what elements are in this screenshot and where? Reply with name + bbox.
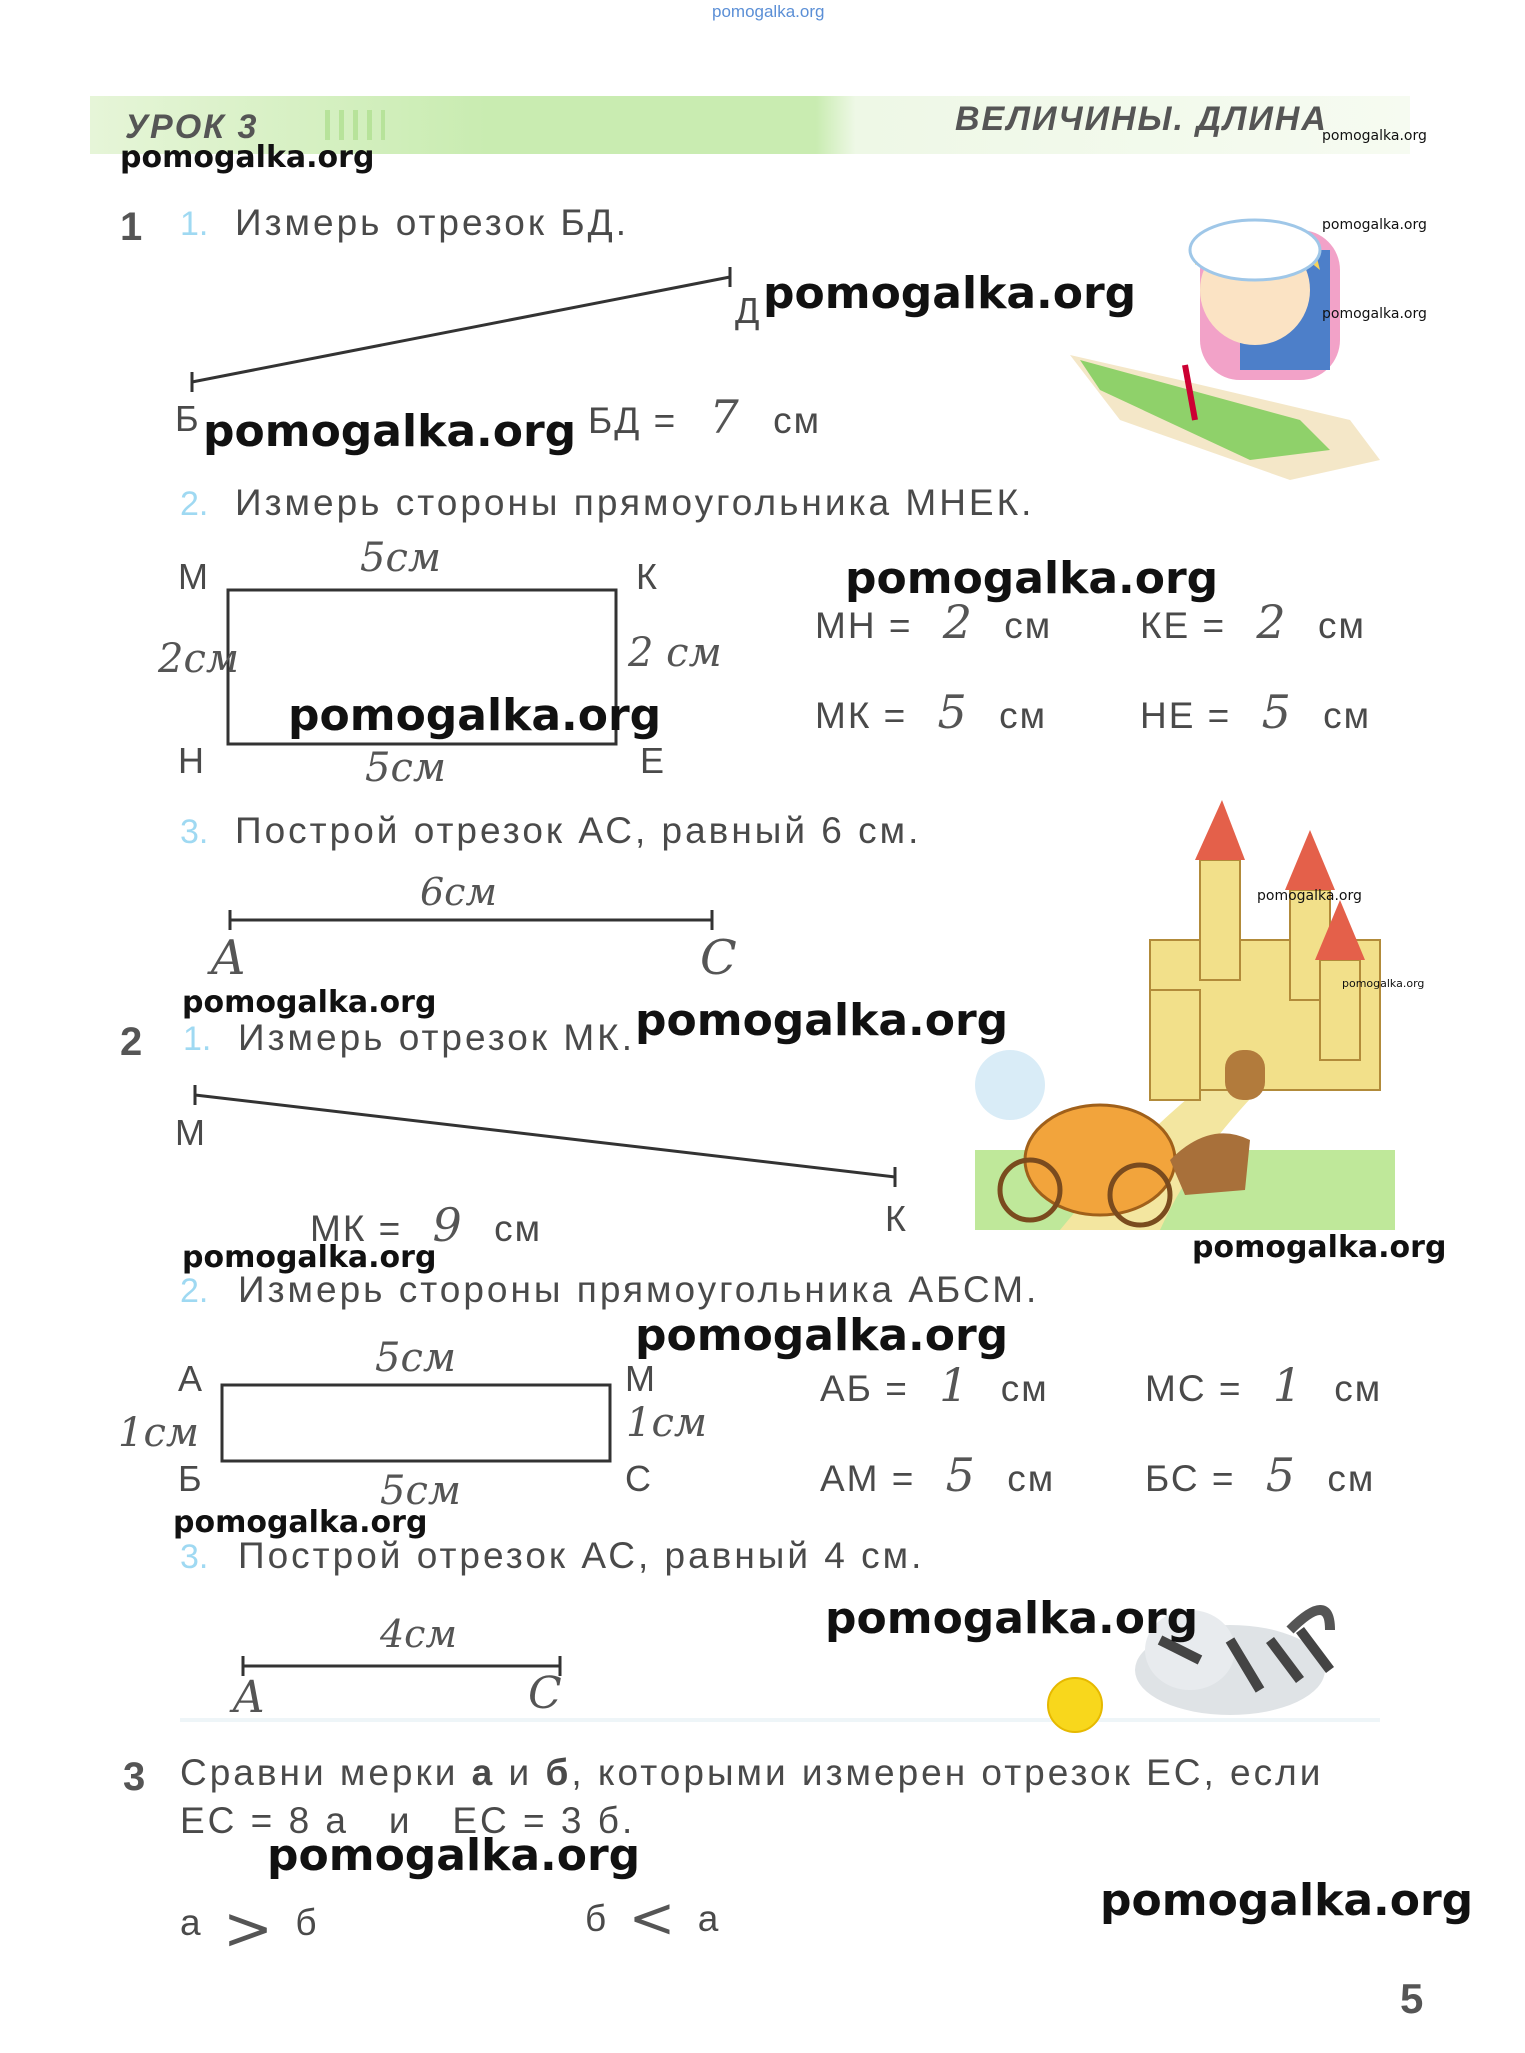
measure-b: б <box>545 1752 572 1793</box>
bd-answer <box>588 390 821 444</box>
ab-answer <box>820 1358 1049 1412</box>
ke-unit: см <box>1317 605 1366 646</box>
mn-value: 2 <box>942 595 974 649</box>
mn-label: МН = <box>815 605 913 646</box>
mk-label: МК = <box>815 695 908 736</box>
ke-label: КЕ = <box>1140 605 1227 646</box>
hand-bottom-5cm: 5см <box>365 745 447 791</box>
hand-4cm: 4см <box>380 1612 457 1656</box>
task1-number: 1 <box>120 205 143 249</box>
mk-answer <box>815 685 1047 739</box>
watermark: pomogalka.org <box>1100 1875 1474 1926</box>
watermark: pomogalka.org <box>288 690 662 741</box>
mn-unit: см <box>1004 605 1053 646</box>
hand-6cm: 6см <box>420 870 497 914</box>
mk2-label: МК = <box>310 1208 403 1249</box>
ab-unit: см <box>1000 1368 1049 1409</box>
task3-line1-pre: Сравни мерки <box>180 1752 459 1793</box>
task2-p2-num: 2. <box>180 1272 209 1310</box>
measure-a: а <box>471 1752 496 1793</box>
segment-mk <box>195 1095 895 1177</box>
watermark: pomogalka.org <box>173 1505 428 1540</box>
vertex-n: Н <box>178 740 204 781</box>
am-label: АМ = <box>820 1458 916 1499</box>
task1-p1-num: 1. <box>180 205 209 243</box>
ne-label: НЕ = <box>1140 695 1232 736</box>
task3-line2: ЕС = 8 а и ЕС = 3 б. <box>180 1800 636 1841</box>
task2-p3-text: Построй отрезок АС, равный 4 см. <box>238 1535 925 1576</box>
point-b: Б <box>175 398 199 439</box>
ms-value: 1 <box>1272 1358 1304 1412</box>
task1-p3-text: Построй отрезок АС, равный 6 см. <box>235 810 922 851</box>
mk2-value: 9 <box>432 1198 464 1252</box>
watermark: pomogalka.org <box>120 140 375 175</box>
vertex-s: С <box>625 1458 651 1499</box>
bd-label: БД = <box>588 400 678 441</box>
watermark: pomogalka.org <box>1322 306 1427 322</box>
hand-right-2cm: 2 см <box>628 630 722 676</box>
task2-p1-num: 1. <box>183 1020 212 1058</box>
bd-value: 7 <box>709 390 741 444</box>
watermark: pomogalka.org <box>203 406 577 457</box>
task3-line1 <box>180 1752 1323 1794</box>
vertex-e: Е <box>640 740 665 781</box>
task3-line1-post: , которыми измерен отрезок ЕС, если <box>571 1752 1324 1793</box>
bd-unit: см <box>773 400 822 441</box>
vertex-m: М <box>178 556 208 597</box>
point-a1: А <box>210 930 247 986</box>
cmp2-left: б <box>585 1898 607 1939</box>
hand-left-2cm: 2см <box>158 636 240 682</box>
lesson-title: УРОК 3 <box>125 108 259 146</box>
mk-value: 5 <box>937 685 969 739</box>
cmp1-sign: > <box>222 1894 274 1964</box>
point-a2: А <box>232 1672 266 1723</box>
task2-p1-text: Измерь отрезок МК. <box>238 1017 636 1058</box>
task3-and: и <box>508 1752 533 1793</box>
watermark: pomogalka.org <box>182 985 437 1020</box>
point-m: М <box>175 1112 205 1153</box>
watermark: pomogalka.org <box>845 553 1219 604</box>
watermark: pomogalka.org <box>635 1310 1009 1361</box>
castle-coach-illustration <box>975 800 1395 1230</box>
task2-number: 2 <box>120 1020 143 1064</box>
ne-unit: см <box>1323 695 1372 736</box>
watermark: pomogalka.org <box>635 995 1009 1046</box>
compare-2 <box>585 1880 719 1951</box>
hand-left-1cm: 1см <box>118 1410 200 1456</box>
ms-answer <box>1145 1358 1382 1412</box>
am-unit: см <box>1007 1458 1056 1499</box>
girl-measuring-illustration <box>1070 220 1380 480</box>
task1-p3-num: 3. <box>180 813 209 851</box>
watermark: pomogalka.org <box>1192 1230 1447 1265</box>
point-c1: С <box>700 930 737 986</box>
hand-bottom-5cm-2: 5см <box>380 1468 462 1514</box>
bs-label: БС = <box>1145 1458 1236 1499</box>
watermark: pomogalka.org <box>1257 888 1362 904</box>
vertex-a: А <box>178 1358 203 1399</box>
segment-bd <box>192 277 730 382</box>
task3-number: 3 <box>123 1755 146 1799</box>
hand-right-1cm: 1см <box>626 1400 708 1446</box>
mk-unit: см <box>999 695 1048 736</box>
vertex-m2: М <box>625 1358 655 1399</box>
watermark: pomogalka.org <box>1342 977 1425 990</box>
hand-top-5cm: 5см <box>360 535 442 581</box>
watermark: pomogalka.org <box>1322 128 1427 144</box>
point-k: К <box>885 1198 906 1239</box>
ms-label: МС = <box>1145 1368 1243 1409</box>
vertex-k: К <box>636 556 657 597</box>
rect-absm <box>222 1385 610 1461</box>
ab-label: АБ = <box>820 1368 909 1409</box>
task2-p3-num: 3. <box>180 1538 209 1576</box>
cmp1-left: а <box>180 1902 201 1943</box>
task1-p1-text: Измерь отрезок БД. <box>235 202 629 243</box>
page-number: 5 <box>1400 1975 1424 2022</box>
mk2-unit: см <box>494 1208 543 1249</box>
hand-top-5cm-2: 5см <box>375 1335 457 1381</box>
watermark: pomogalka.org <box>267 1830 641 1881</box>
compare-1 <box>180 1880 317 1964</box>
topic-title: ВЕЛИЧИНЫ. ДЛИНА <box>955 100 1328 138</box>
cmp2-right: а <box>697 1898 719 1939</box>
ab-value: 1 <box>939 1358 971 1412</box>
ne-value: 5 <box>1261 685 1293 739</box>
ke-value: 2 <box>1256 595 1288 649</box>
ms-unit: см <box>1334 1368 1383 1409</box>
am-answer <box>820 1448 1055 1502</box>
site-top-link[interactable]: pomogalka.org <box>712 2 825 21</box>
watermark: pomogalka.org <box>763 268 1137 319</box>
task1-p2-text: Измерь стороны прямоугольника МНЕК. <box>235 482 1035 523</box>
task2-p2-text: Измерь стороны прямоугольника АБСМ. <box>238 1269 1040 1310</box>
cmp2-sign: < <box>628 1886 676 1951</box>
ne-answer <box>1140 685 1371 739</box>
bs-unit: см <box>1327 1458 1376 1499</box>
bs-value: 5 <box>1265 1448 1298 1502</box>
watermark: pomogalka.org <box>825 1593 1199 1644</box>
watermark: pomogalka.org <box>1322 217 1427 233</box>
task1-p2-num: 2. <box>180 485 209 523</box>
watermark: pomogalka.org <box>182 1240 437 1275</box>
am-value: 5 <box>945 1448 977 1502</box>
point-c2: С <box>528 1668 562 1719</box>
vertex-b: Б <box>178 1458 202 1499</box>
cmp1-right: б <box>295 1902 317 1943</box>
bs-answer <box>1145 1448 1375 1502</box>
point-d: Д <box>735 290 760 331</box>
